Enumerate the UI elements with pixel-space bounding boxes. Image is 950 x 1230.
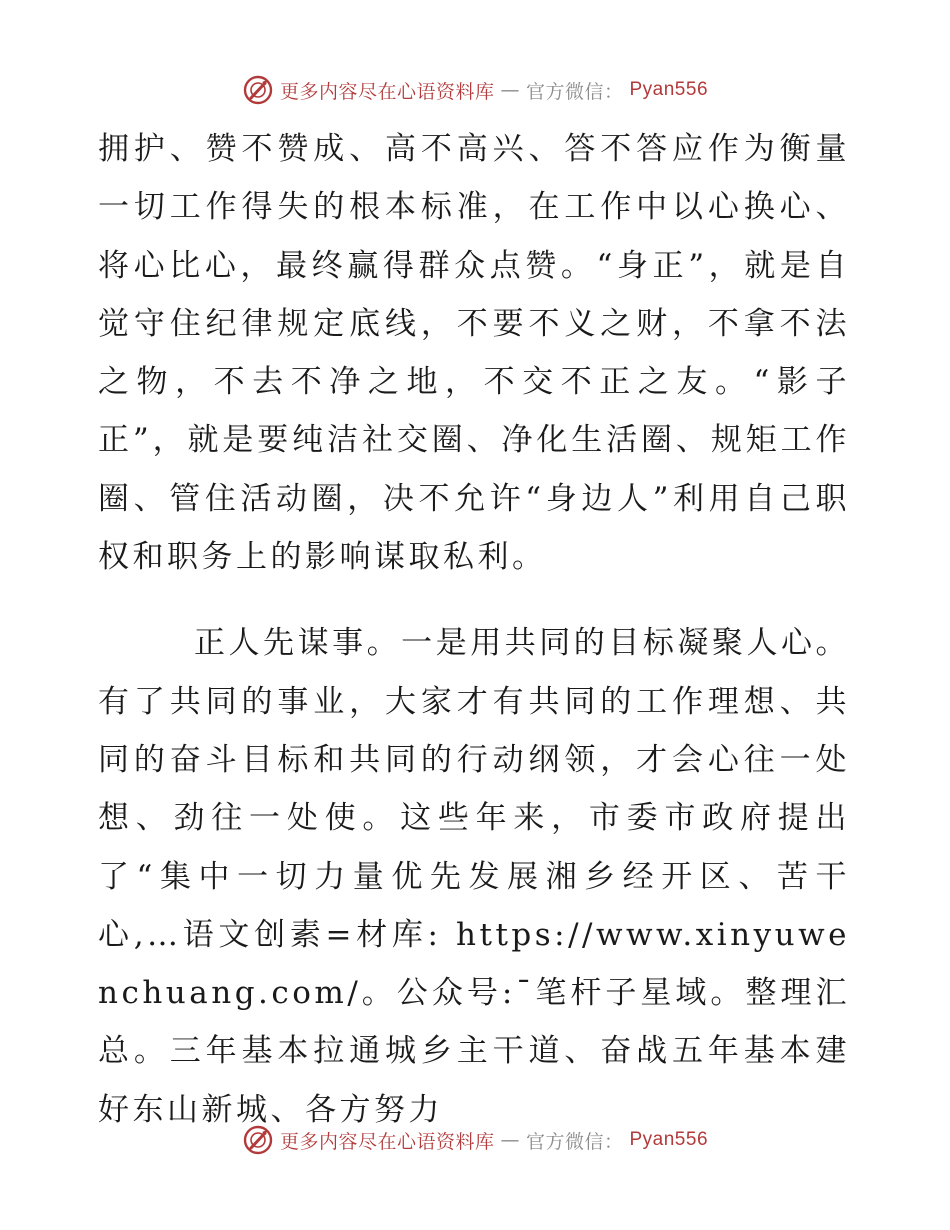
banner-wechat-id: Pyan556 (629, 1129, 709, 1150)
body-paragraph-1: 拥护、赞不赞成、高不高兴、答不答应作为衡量一切工作得失的根本标准，在工作中以心换心、将心比心，最终赢得群众点赞。“身正”，就是自觉守住纪律规定底线，不要不义之财，不拿不法之物，不去不净之地，不交不正之友。“影子正”，就是要纯洁社交圈、净化生活圈、规矩工作圈、管住活动圈，决不允许“身边人”利用自己职权和职务上的影响谋取私利。 (98, 131, 850, 576)
document-body (98, 120, 850, 1139)
brand-logo-icon (242, 74, 274, 106)
banner-wechat-label: 官方微信： (525, 1130, 624, 1153)
banner-separator: — (500, 79, 520, 101)
banner-wechat-id: Pyan556 (629, 79, 709, 100)
body-paragraph-2: 正人先谋事。一是用共同的目标凝聚人心。有了共同的事业，大家才有共同的工作理想、共同的奋斗目标和共同的行动纲领，才会心往一处想、劲往一处使。这些年来，市委市政府提出了“集中一切力量优先发展湘乡经开区、苦干心,…语文创素=材库: https://www.xinyuwenchuang.com/。公众号:¯笔杆子星域。整理汇总。三年基本拉通城乡主干道、奋战五年基本建好东山新城、各方努力 (98, 625, 850, 1128)
banner-wechat-label: 官方微信： (525, 80, 624, 103)
footer-banner (0, 1122, 950, 1158)
header-banner (0, 72, 950, 108)
banner-brand-text: 更多内容尽在心语资料库 (279, 1130, 495, 1153)
banner-brand-text: 更多内容尽在心语资料库 (279, 80, 495, 103)
banner-separator: — (500, 1129, 520, 1151)
brand-logo-icon (242, 1124, 274, 1156)
